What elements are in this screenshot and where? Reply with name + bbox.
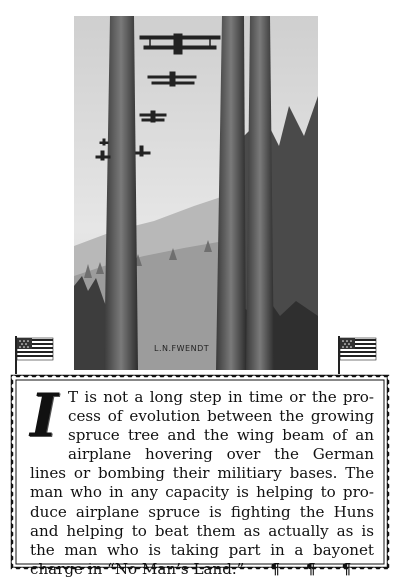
- text-line: airplane hovering over the German: [68, 445, 374, 464]
- text-line: T is not a long step in time or the pro-: [68, 388, 374, 406]
- us-flag-icon: [14, 334, 56, 374]
- paragraph-mark: ¶: [341, 559, 352, 578]
- text-line: man who in any capacity is helping to pro-: [30, 483, 374, 502]
- text-line: the man who is taking part in a bayonet: [30, 540, 374, 559]
- tall-trunk-right: [246, 16, 274, 370]
- drop-cap: I: [30, 381, 59, 451]
- text-line: cess of evolution between the growing: [68, 407, 374, 426]
- paragraph-mark: ¶: [270, 559, 280, 578]
- text-line: spruce tree and the wing beam of an: [68, 426, 374, 445]
- text-line: duce airplane spruce is fighting the Huns: [30, 502, 374, 521]
- text-line: lines or bombing their militiary bases. The: [30, 464, 374, 483]
- text-line: and helping to beat them as actually as is: [30, 521, 374, 540]
- text-panel: [10, 374, 390, 578]
- paragraph-mark: ¶: [305, 559, 316, 578]
- text-line-last: [30, 560, 374, 579]
- text-line: charge in “No Man’s Land.”: [30, 559, 245, 578]
- us-flag-icon: [337, 334, 379, 374]
- spruce-forest-illustration: [74, 16, 318, 370]
- body-text: [30, 381, 374, 579]
- artist-signature: L.N.FWENDT: [154, 344, 210, 353]
- illustration-drawing: [74, 16, 318, 370]
